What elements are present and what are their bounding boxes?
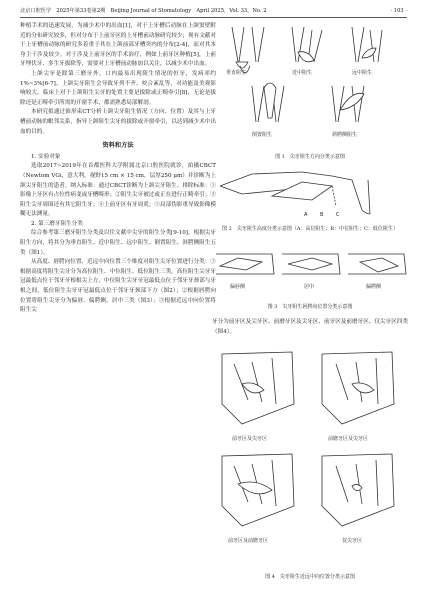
subsection-heading: 1. 实验对象 xyxy=(31,153,61,160)
right-column xyxy=(212,318,408,337)
paragraph: 从高度、唇腭向位置、近远中向位置三个维度对阻生尖牙位置进行分类：①根据高度将阻生尖牙分为高位阻生、中位阻生、低位阻生三类。高位阻生尖牙牙冠最低点位于邻牙牙根根尖上方，中位阻生尖牙牙冠最低点位于邻牙牙颈部与牙根之间，低位阻生尖牙牙冠最低点位于邻牙牙颈部下方（图2）；②根据唇腭向位置将阻生尖牙分为偏唇、偏腭侧、居中三类（图3）；③根据近远中向位置将阻生尖 xyxy=(20,259,216,314)
figure-2-diagram xyxy=(212,166,408,222)
fig3-label: 偏腭侧 xyxy=(366,284,382,290)
fig1-label: 近中阻生 xyxy=(292,70,313,76)
subsection-heading: 2. 第三磨牙阻生分类 xyxy=(31,220,83,227)
paragraph: 牙分为前牙区及尖牙区、前磨牙区及尖牙区、前牙区及前磨牙区、仅尖牙区四类（图4）。 xyxy=(212,319,408,335)
figure-2-caption: 图 2 尖牙阻生高度分类示意图（A：高位阻生；B：中位阻生；C：低位阻生） xyxy=(222,226,398,232)
paragraph: 上颌尖牙是除第三磨牙外，口内最易出现阻生情况的恒牙，发病率约1%~3%[6-7]。上颌尖牙阻生会导致牙列不齐、咬合紊乱等，对功能及美观影响较大。临床上对于上颌阻生尖牙的处置主要是拔除或正畸牵引[8]，无论是拔除还是正畸牵引所需的开窗手术，都需熟悉局部解剖。 xyxy=(20,70,216,106)
fig1-label: 斜腭侧阻生 xyxy=(332,132,358,138)
figure-4-diagram xyxy=(212,344,408,570)
fig2-label: C xyxy=(336,212,340,218)
figure-4 xyxy=(212,344,408,588)
fig4-label: 前牙区及尖牙区 xyxy=(232,436,268,442)
fig4-label: 前牙区及前磨牙区 xyxy=(228,538,269,544)
paragraph: 选取2017~2019年在首都医科大学附属北京口腔医院就诊，拍摄CBCT（Newtom VGi，意大利，视野15 cm × 15 cm，层厚250 μm）并诊断为上颌尖牙阻生的患者。纳入标准：通过CBCT诊断为上颌尖牙阻生。排除标准：①影像上牙区有占位性病变或牙槽畸形；②阻生尖牙被过或正在进行正畸牵引；③阻生尖牙周围还有其它阻生牙；④上前牙区有牙周炎；⑤局部伪影重导致影像模糊无法测量。 xyxy=(20,163,216,218)
section-heading: 资料和方法 xyxy=(102,142,134,150)
fig4-label: 仅尖牙区 xyxy=(342,538,363,544)
running-header xyxy=(20,6,407,18)
paragraph: 种植手术的迅速发展，为减少术中的出血[1]，对于上牙槽后动脉在上颌窦壁附近的分布研究较多，但对分布于上前牙区的上牙槽前动脉研究较少；现有文献对于上牙槽前动脉的研究多着重于其在上颌前部牙槽突内的分布[2-4]，而对其本身主干涉及较少。对于涉及上前牙区的手术治疗，例如上前牙区种植[5]，上前牙埋伏牙、多生牙拔除等，需要对上牙槽前动脉加以关注，以减少术中出血。 xyxy=(20,23,216,68)
figure-1 xyxy=(212,22,408,162)
fig1-label: 远中阻生 xyxy=(352,70,373,76)
fig3-label: 居中 xyxy=(304,284,315,290)
left-column xyxy=(20,22,216,316)
fig1-label: 倒置阻生 xyxy=(252,132,273,138)
fig4-label: 前磨牙区及尖牙区 xyxy=(328,436,369,442)
figure-3-diagram xyxy=(212,244,408,300)
paragraph: 本研究拟通过锥形束CT分析上颌尖牙阻生情况（方向、位置）及其与上牙槽前动脉的毗邻关系，指导上颌阻生尖牙的拔除或开窗牵引，以达到减少术中出血的目的。 xyxy=(20,109,216,135)
figure-1-caption: 图 1 尖牙阻生方向分类示意图 xyxy=(275,154,345,160)
fig2-label: A xyxy=(304,212,308,218)
figure-1-diagram xyxy=(212,22,408,150)
figure-3 xyxy=(212,244,408,314)
fig2-label: B xyxy=(320,212,324,218)
figure-3-caption: 图 3 尖牙阻生唇腭向位置分类示意图 xyxy=(267,304,353,310)
fig3-label: 偏唇侧 xyxy=(230,284,246,290)
figure-4-caption: 图 4 尖牙阻生近远中向位置分类示意图 xyxy=(265,574,355,580)
figure-2 xyxy=(212,166,408,240)
paragraph: 综合参考第三磨牙阻生分类及以往文献中尖牙的阻生分类[9-10]，根据尖牙阻生方向，将其分为垂直阻生、近中阻生、远中阻生、倒置阻生、斜腭侧阻生五类（图1）。 xyxy=(20,230,216,256)
journal-info: 北京口腔医学 2025年第33卷第2期 Beijing Journal of Stomatology April 2025，Vol. 33，No. 2 xyxy=(20,8,267,14)
fig1-label: 垂直阻生 xyxy=(226,70,247,76)
page-number: · 103 · xyxy=(390,8,407,14)
